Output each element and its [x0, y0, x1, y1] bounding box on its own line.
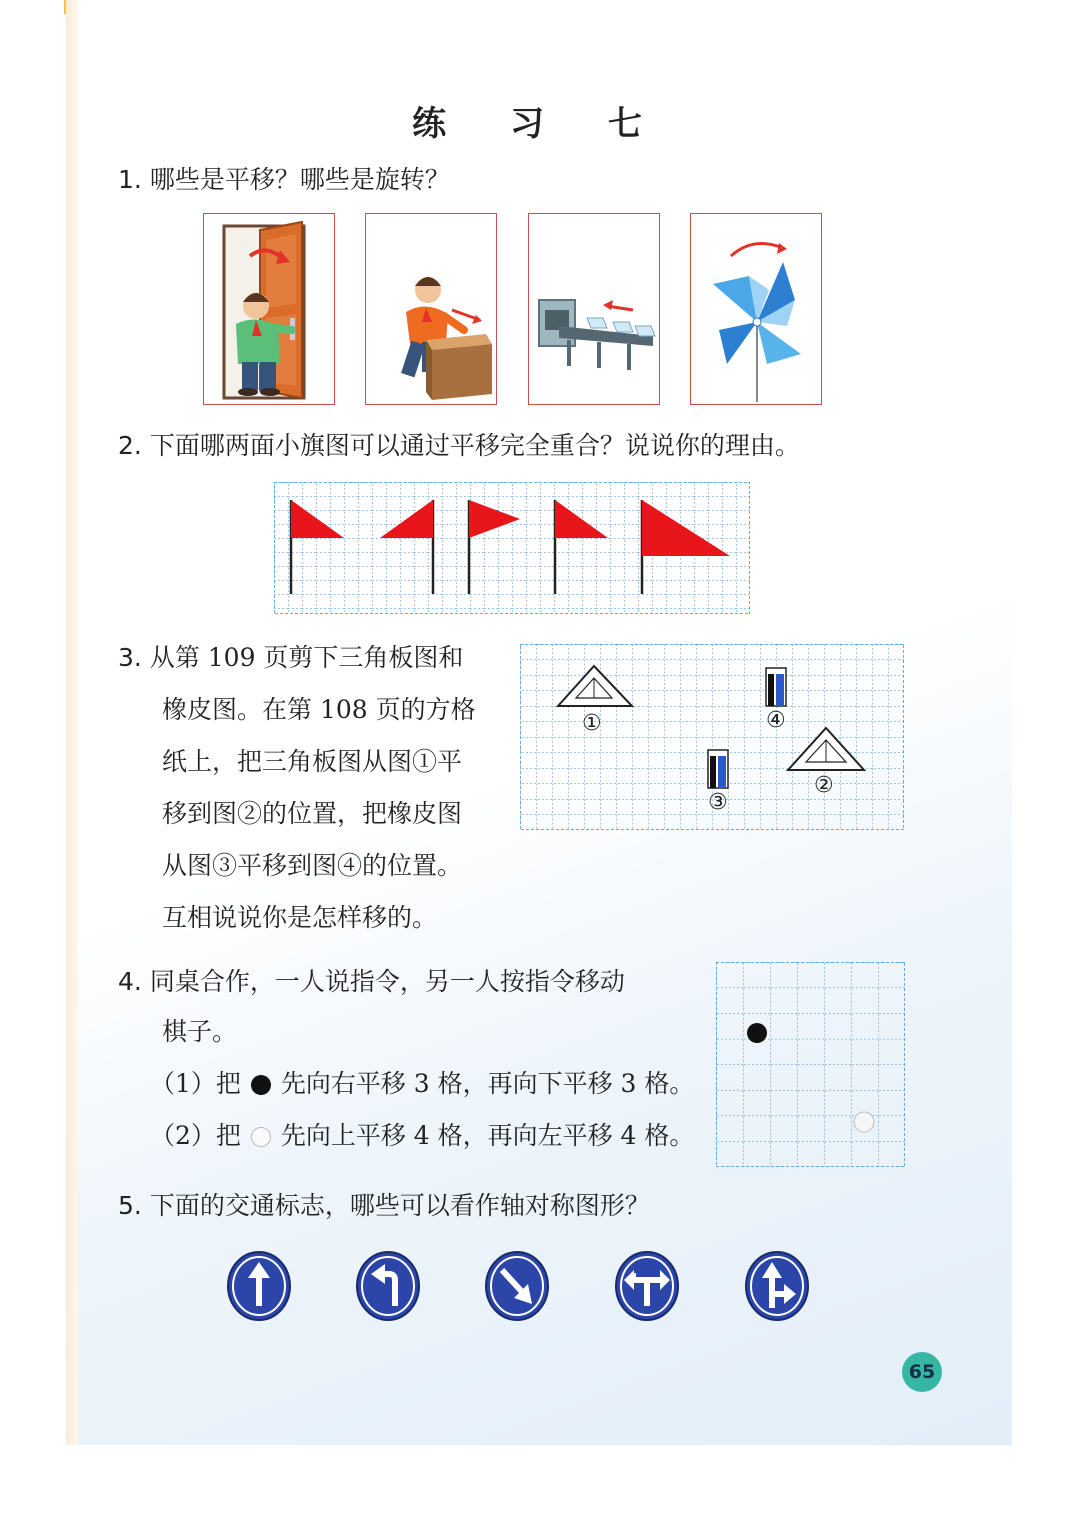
item-1-prefix: （1）把: [150, 1069, 241, 1098]
question-4-line-1: 同桌合作，一人说指令，另一人按指令移动: [149, 967, 625, 996]
question-3-line-5: 从图③平移到图④的位置。: [162, 851, 463, 880]
question-1-number: 1.: [118, 165, 142, 194]
question-3-line-3: 纸上，把三角板图从图①平: [162, 747, 463, 776]
chess-grid: [716, 962, 905, 1167]
straight-or-right-sign-icon: [744, 1250, 810, 1322]
question-3-line-1: 从第 109 页剪下三角板图和: [149, 643, 464, 672]
question-5-number: 5.: [118, 1191, 142, 1220]
picture-pinwheel: [690, 213, 822, 405]
picture-boy-pushing-box: [365, 213, 497, 405]
question-4-item-1: [150, 1058, 694, 1110]
white-piece[interactable]: [854, 1112, 874, 1132]
page-title: 练 习 七: [412, 104, 668, 144]
picture-door-opening: [203, 213, 335, 405]
turn-left-or-right-sign-icon: [614, 1250, 680, 1322]
question-2-text: 下面哪两面小旗图可以通过平移完全重合？说说你的理由。: [149, 431, 800, 460]
question-3-line-2: 橡皮图。在第 108 页的方格: [162, 695, 476, 724]
eraser-3: [708, 750, 728, 788]
question-2: [118, 420, 800, 472]
question-3: [118, 632, 463, 684]
flag-grid: [274, 482, 750, 614]
question-1: [118, 154, 450, 206]
label-position-3: ③: [708, 790, 728, 815]
picture-conveyor-belt: [528, 213, 660, 405]
turn-left-sign-icon: [355, 1250, 421, 1322]
question-4-number: 4.: [118, 967, 142, 996]
label-position-2: ②: [814, 773, 834, 798]
question-5-text: 下面的交通标志，哪些可以看作轴对称图形？: [149, 1191, 650, 1220]
question-4: [118, 956, 625, 1008]
question-3-number: 3.: [118, 643, 142, 672]
eraser-4: [766, 668, 786, 706]
item-1-suffix: 先向右平移 3 格，再向下平移 3 格。: [280, 1069, 695, 1098]
question-4-line-2: 棋子。: [162, 1017, 238, 1046]
straight-ahead-sign-icon: [226, 1250, 292, 1322]
question-1-text: 哪些是平移？哪些是旋转？: [149, 165, 450, 194]
item-2-suffix: 先向上平移 4 格，再向左平移 4 格。: [280, 1121, 695, 1150]
question-2-number: 2.: [118, 431, 142, 460]
question-3-line-6: 互相说说你是怎样移的。: [162, 903, 438, 932]
black-piece[interactable]: [747, 1023, 767, 1043]
question-4-item-2: [150, 1110, 694, 1162]
question-5: [118, 1180, 650, 1232]
page-number-badge: 65: [902, 1352, 942, 1392]
item-2-prefix: （2）把: [150, 1121, 241, 1150]
white-piece-icon: [251, 1127, 271, 1147]
keep-right-sign-icon: [484, 1250, 550, 1322]
black-piece-icon: [251, 1075, 271, 1095]
label-position-1: ①: [582, 711, 602, 736]
question-3-line-4: 移到图②的位置，把橡皮图: [162, 799, 463, 828]
page-spine-shadow: [66, 0, 78, 1445]
label-position-4: ④: [766, 708, 786, 733]
